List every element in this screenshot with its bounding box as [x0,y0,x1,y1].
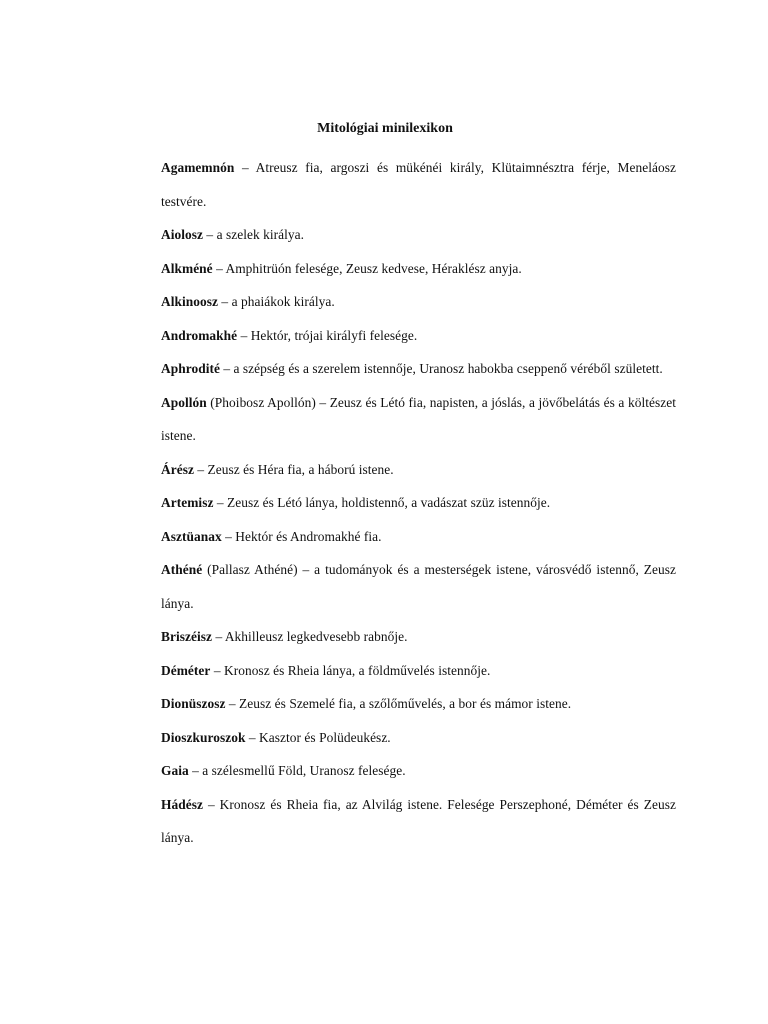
entry-term: Andromakhé [161,327,238,343]
entry-definition: – a szelek királya. [206,227,305,242]
entry-term: Dioszkuroszok [161,729,246,745]
glossary-entry-asztuanax [161,520,676,554]
glossary-entry-aresz [161,453,676,487]
glossary-entry-andromakhe [161,319,676,353]
entry-term: Athéné [161,562,203,577]
entry-term: Aiolosz [161,227,204,242]
entry-term: Briszéisz [161,629,213,644]
entry-term: Hádész [161,796,203,812]
entry-term: Artemisz [161,495,214,510]
glossary-entry-aiolosz [161,218,676,252]
entry-definition: (Phoibosz Apollón) – Zeusz és Létó fia, napisten, a jóslás, a jövőbelátás és a költészet istene. [161,394,676,443]
glossary-entry-briszeisz [161,620,676,654]
entry-definition: – Hektór és Andromakhé fia. [225,528,382,544]
entry-term: Gaia [161,763,189,778]
entry-definition: – a szélesmellű Föld, Uranosz felesége. [192,763,406,778]
glossary-entry-alkmene [161,252,676,286]
entry-definition: – Hektór, trójai királyfi felesége. [240,327,418,343]
entry-term: Apollón [161,394,207,410]
glossary-entry-dioszkuroszok [161,721,676,755]
glossary-entry-hadesz [161,788,676,855]
entry-definition: – Akhilleusz legkedvesebb rabnője. [215,629,408,644]
glossary-entry-apollon [161,386,676,453]
entry-term: Asztüanax [161,528,222,544]
glossary-entry-gaia [161,754,676,788]
entry-definition: – Kasztor és Polüdeukész. [248,729,391,745]
entry-term: Árész [161,461,194,477]
entry-definition: (Pallasz Athéné) – a tudományok és a mesterségek istene, városvédő istennő, Zeusz lánya. [161,562,676,611]
glossary-entry-artemisz [161,486,676,520]
entry-definition: – a szépség és a szerelem istennője, Uranosz habokba cseppenő véréből született. [223,361,663,376]
glossary-entry-aphrodite [161,352,676,386]
entry-term: Agamemnón [161,160,235,175]
entry-definition: – Atreusz fia, argoszi és mükénéi király, Klütaimnésztra férje, Meneláosz testvére. [161,160,676,209]
glossary-entry-demeter [161,654,676,688]
entry-definition: – Amphitrüón felesége, Zeusz kedvese, Héraklész anyja. [216,260,522,276]
entry-definition: – Kronosz és Rheia fia, az Alvilág istene. Felesége Perszephoné, Déméter és Zeusz lánya. [161,796,676,845]
entry-term: Aphrodité [161,361,220,376]
entry-term: Alkinoosz [161,294,219,309]
glossary-list [161,151,676,855]
glossary-entry-dionuszosz [161,687,676,721]
entry-definition: – Zeusz és Szemelé fia, a szőlőművelés, a bor és mámor istene. [228,696,572,711]
page-title: Mitológiai minilexikon [317,121,453,136]
entry-term: Déméter [161,662,211,678]
glossary-entry-athene [161,553,676,620]
glossary-entry-alkinoosz [161,285,676,319]
entry-definition: – Zeusz és Létó lánya, holdistennő, a vadászat szüz istennője. [216,495,551,510]
entry-definition: – Zeusz és Héra fia, a háború istene. [197,461,394,477]
entry-definition: – Kronosz és Rheia lánya, a földművelés istennője. [213,662,491,678]
glossary-entry-agamemnon [161,151,676,218]
entry-term: Dionüszosz [161,696,226,711]
entry-definition: – a phaiákok királya. [221,294,335,309]
entry-term: Alkméné [161,260,213,276]
